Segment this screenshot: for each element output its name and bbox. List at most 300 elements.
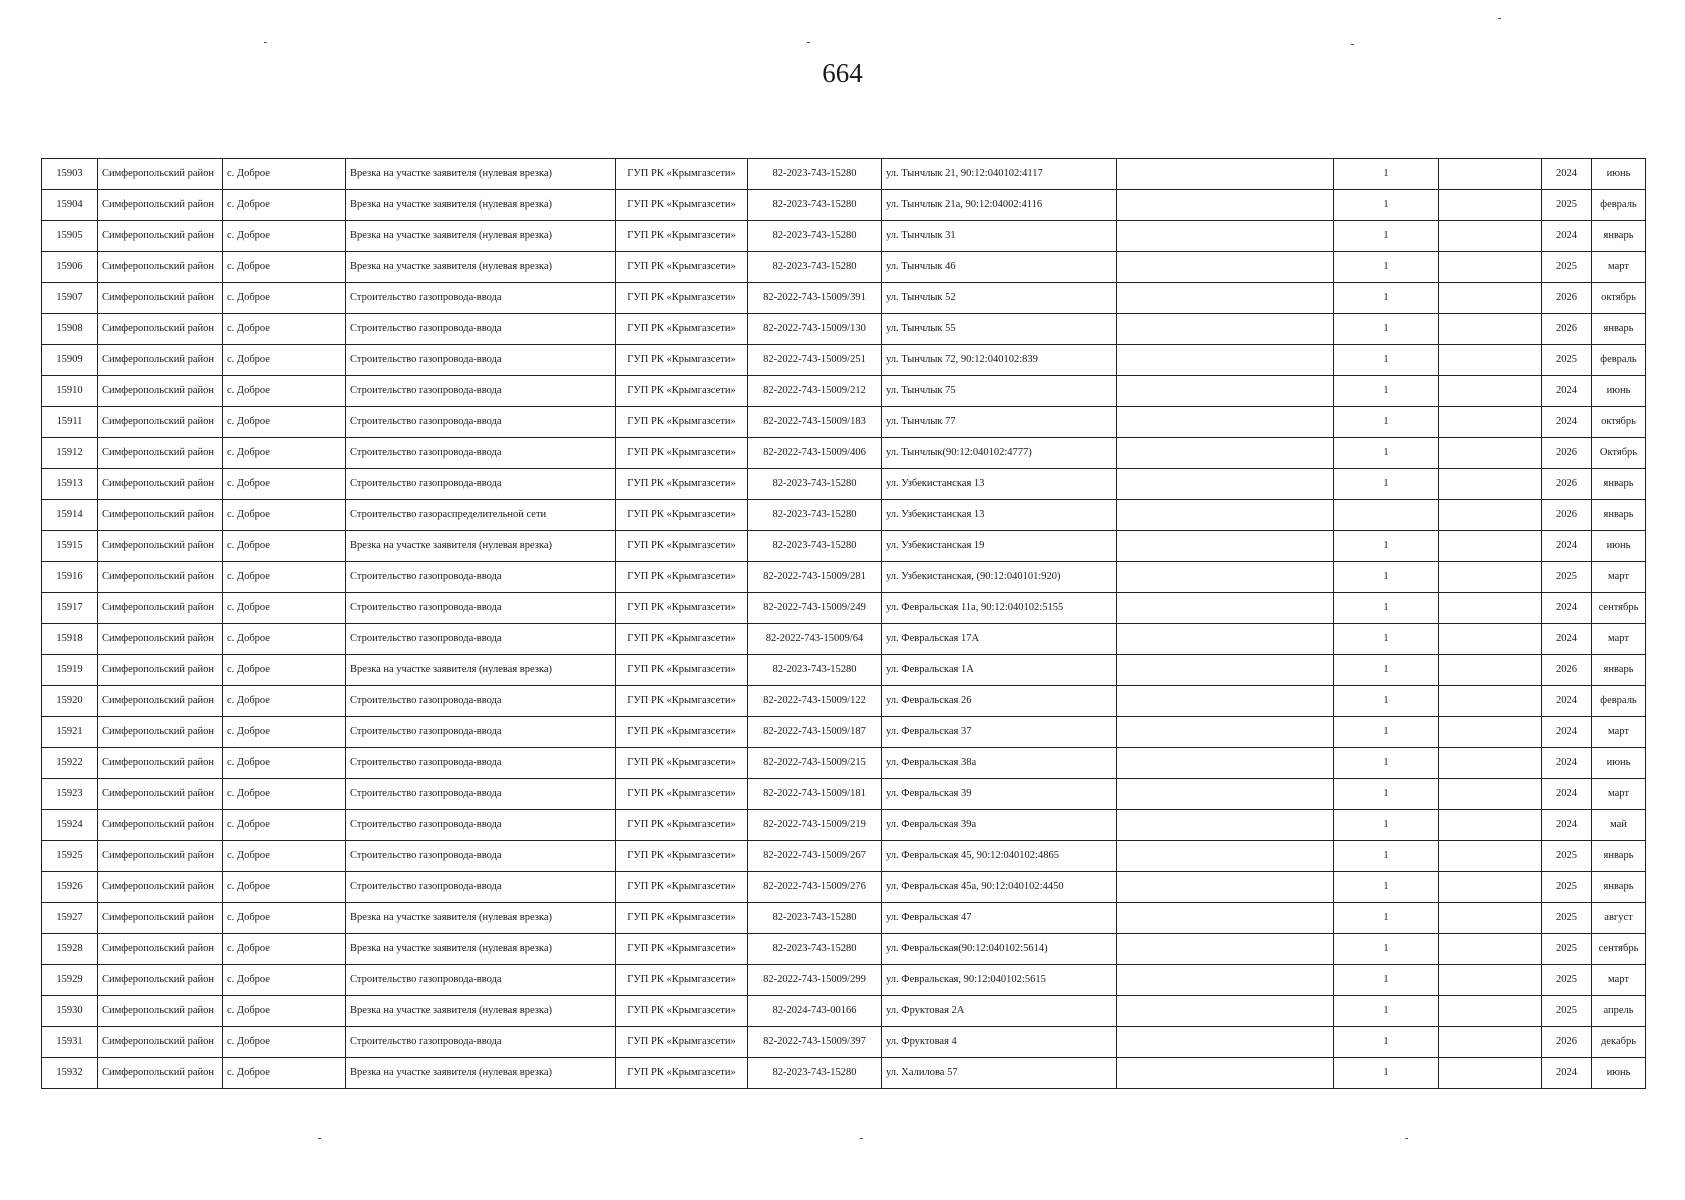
month-cell: март [1592,624,1646,655]
address-cell: ул. Тынчлык 31 [882,221,1117,252]
blank-cell [1439,903,1542,934]
blank-cell [1439,1058,1542,1089]
organization-cell: ГУП РК «Крымгазсети» [616,159,748,190]
table-row [42,562,1646,593]
year-cell: 2026 [1542,283,1592,314]
month-cell: март [1592,717,1646,748]
organization-cell: ГУП РК «Крымгазсети» [616,810,748,841]
district-cell: Симферопольский район [98,252,223,283]
month-cell: январь [1592,500,1646,531]
month-cell: август [1592,903,1646,934]
month-cell: март [1592,252,1646,283]
district-cell: Симферопольский район [98,283,223,314]
blank-cell [1439,500,1542,531]
quantity-cell: 1 [1334,1027,1439,1058]
row-number-cell: 15907 [42,283,98,314]
blank-cell [1117,562,1334,593]
organization-cell: ГУП РК «Крымгазсети» [616,1058,748,1089]
row-number-cell: 15926 [42,872,98,903]
row-number-cell: 15918 [42,624,98,655]
work-type-cell: Строительство газопровода-ввода [346,810,616,841]
year-cell: 2025 [1542,903,1592,934]
month-cell: февраль [1592,345,1646,376]
row-number-cell: 15922 [42,748,98,779]
quantity-cell: 1 [1334,717,1439,748]
quantity-cell: 1 [1334,903,1439,934]
organization-cell: ГУП РК «Крымгазсети» [616,407,748,438]
locality-cell: с. Доброе [223,965,346,996]
table-row [42,314,1646,345]
blank-cell [1439,531,1542,562]
blank-cell [1117,252,1334,283]
organization-cell: ГУП РК «Крымгазсети» [616,655,748,686]
quantity-cell: 1 [1334,655,1439,686]
row-number-cell: 15906 [42,252,98,283]
technical-conditions-cell: 82-2023-743-15280 [748,903,882,934]
technical-conditions-cell: 82-2022-743-15009/130 [748,314,882,345]
technical-conditions-cell: 82-2022-743-15009/391 [748,283,882,314]
row-number-cell: 15909 [42,345,98,376]
table-row [42,841,1646,872]
row-number-cell: 15928 [42,934,98,965]
locality-cell: с. Доброе [223,903,346,934]
district-cell: Симферопольский район [98,965,223,996]
quantity-cell: 1 [1334,996,1439,1027]
work-type-cell: Строительство газопровода-ввода [346,376,616,407]
district-cell: Симферопольский район [98,872,223,903]
district-cell: Симферопольский район [98,159,223,190]
district-cell: Симферопольский район [98,717,223,748]
address-cell: ул. Фруктовая 2А [882,996,1117,1027]
organization-cell: ГУП РК «Крымгазсети» [616,345,748,376]
work-type-cell: Строительство газопровода-ввода [346,314,616,345]
year-cell: 2026 [1542,500,1592,531]
district-cell: Симферопольский район [98,655,223,686]
work-type-cell: Строительство газопровода-ввода [346,438,616,469]
scan-speck [807,42,810,43]
locality-cell: с. Доброе [223,1058,346,1089]
year-cell: 2024 [1542,717,1592,748]
technical-conditions-cell: 82-2023-743-15280 [748,221,882,252]
address-cell: ул. Халилова 57 [882,1058,1117,1089]
table-row [42,469,1646,500]
row-number-cell: 15912 [42,438,98,469]
year-cell: 2024 [1542,686,1592,717]
scan-speck [860,1138,863,1139]
year-cell: 2024 [1542,221,1592,252]
address-cell: ул. Узбекистанская 13 [882,469,1117,500]
blank-cell [1117,1058,1334,1089]
work-type-cell: Врезка на участке заявителя (нулевая врезка) [346,221,616,252]
district-cell: Симферопольский район [98,841,223,872]
district-cell: Симферопольский район [98,345,223,376]
row-number-cell: 15921 [42,717,98,748]
district-cell: Симферопольский район [98,593,223,624]
organization-cell: ГУП РК «Крымгазсети» [616,903,748,934]
table-row [42,1058,1646,1089]
row-number-cell: 15904 [42,190,98,221]
address-cell: ул. Февральская 38а [882,748,1117,779]
blank-cell [1117,314,1334,345]
technical-conditions-cell: 82-2023-743-15280 [748,469,882,500]
address-cell: ул. Тынчлык(90:12:040102:4777) [882,438,1117,469]
locality-cell: с. Доброе [223,314,346,345]
row-number-cell: 15916 [42,562,98,593]
technical-conditions-cell: 82-2022-743-15009/251 [748,345,882,376]
blank-cell [1439,252,1542,283]
month-cell: январь [1592,841,1646,872]
work-type-cell: Строительство газопровода-ввода [346,872,616,903]
work-type-cell: Врезка на участке заявителя (нулевая врезка) [346,903,616,934]
quantity-cell: 1 [1334,221,1439,252]
work-type-cell: Строительство газопровода-ввода [346,469,616,500]
quantity-cell: 1 [1334,159,1439,190]
locality-cell: с. Доброе [223,500,346,531]
technical-conditions-cell: 82-2023-743-15280 [748,190,882,221]
blank-cell [1439,562,1542,593]
address-cell: ул. Февральская 39 [882,779,1117,810]
month-cell: декабрь [1592,1027,1646,1058]
work-type-cell: Строительство газораспределительной сети [346,500,616,531]
quantity-cell: 1 [1334,748,1439,779]
blank-cell [1117,872,1334,903]
blank-cell [1439,159,1542,190]
locality-cell: с. Доброе [223,221,346,252]
blank-cell [1117,624,1334,655]
blank-cell [1117,810,1334,841]
address-cell: ул. Узбекистанская, (90:12:040101:920) [882,562,1117,593]
row-number-cell: 15917 [42,593,98,624]
year-cell: 2026 [1542,655,1592,686]
work-type-cell: Врезка на участке заявителя (нулевая врезка) [346,252,616,283]
month-cell: март [1592,965,1646,996]
table-row [42,531,1646,562]
month-cell: январь [1592,314,1646,345]
table-row [42,934,1646,965]
quantity-cell: 1 [1334,252,1439,283]
blank-cell [1439,717,1542,748]
district-cell: Симферопольский район [98,686,223,717]
row-number-cell: 15930 [42,996,98,1027]
blank-cell [1439,469,1542,500]
quantity-cell: 1 [1334,686,1439,717]
address-cell: ул. Февральская 39а [882,810,1117,841]
year-cell: 2025 [1542,965,1592,996]
work-type-cell: Строительство газопровода-ввода [346,965,616,996]
year-cell: 2025 [1542,996,1592,1027]
year-cell: 2024 [1542,779,1592,810]
district-cell: Симферопольский район [98,1027,223,1058]
locality-cell: с. Доброе [223,779,346,810]
blank-cell [1117,748,1334,779]
locality-cell: с. Доброе [223,531,346,562]
work-type-cell: Строительство газопровода-ввода [346,841,616,872]
quantity-cell: 1 [1334,469,1439,500]
organization-cell: ГУП РК «Крымгазсети» [616,314,748,345]
address-cell: ул. Тынчлык 55 [882,314,1117,345]
table-row [42,500,1646,531]
registry-rows [42,159,1646,1089]
organization-cell: ГУП РК «Крымгазсети» [616,841,748,872]
row-number-cell: 15914 [42,500,98,531]
table-row [42,903,1646,934]
blank-cell [1117,593,1334,624]
month-cell: март [1592,562,1646,593]
address-cell: ул. Февральская 11а, 90:12:040102:5155 [882,593,1117,624]
month-cell: январь [1592,655,1646,686]
locality-cell: с. Доброе [223,934,346,965]
locality-cell: с. Доброе [223,283,346,314]
work-type-cell: Врезка на участке заявителя (нулевая врезка) [346,655,616,686]
blank-cell [1117,469,1334,500]
month-cell: сентябрь [1592,934,1646,965]
table-row [42,438,1646,469]
blank-cell [1439,593,1542,624]
blank-cell [1117,934,1334,965]
year-cell: 2025 [1542,345,1592,376]
quantity-cell: 1 [1334,407,1439,438]
locality-cell: с. Доброе [223,841,346,872]
blank-cell [1439,1027,1542,1058]
work-type-cell: Строительство газопровода-ввода [346,748,616,779]
work-type-cell: Строительство газопровода-ввода [346,1027,616,1058]
blank-cell [1439,345,1542,376]
quantity-cell: 1 [1334,965,1439,996]
district-cell: Симферопольский район [98,314,223,345]
district-cell: Симферопольский район [98,190,223,221]
organization-cell: ГУП РК «Крымгазсети» [616,686,748,717]
district-cell: Симферопольский район [98,748,223,779]
quantity-cell [1334,500,1439,531]
blank-cell [1117,345,1334,376]
month-cell: январь [1592,469,1646,500]
quantity-cell: 1 [1334,1058,1439,1089]
technical-conditions-cell: 82-2022-743-15009/64 [748,624,882,655]
year-cell: 2024 [1542,376,1592,407]
row-number-cell: 15913 [42,469,98,500]
technical-conditions-cell: 82-2023-743-15280 [748,934,882,965]
blank-cell [1439,841,1542,872]
address-cell: ул. Февральская 26 [882,686,1117,717]
quantity-cell: 1 [1334,779,1439,810]
district-cell: Симферопольский район [98,810,223,841]
work-type-cell: Врезка на участке заявителя (нулевая врезка) [346,531,616,562]
page-number: 664 [822,58,863,88]
blank-cell [1439,407,1542,438]
work-type-cell: Строительство газопровода-ввода [346,283,616,314]
year-cell: 2026 [1542,1027,1592,1058]
quantity-cell: 1 [1334,438,1439,469]
blank-cell [1117,283,1334,314]
blank-cell [1117,190,1334,221]
scan-speck [1351,44,1354,45]
district-cell: Симферопольский район [98,624,223,655]
work-type-cell: Строительство газопровода-ввода [346,779,616,810]
year-cell: 2026 [1542,469,1592,500]
row-number-cell: 15908 [42,314,98,345]
locality-cell: с. Доброе [223,159,346,190]
blank-cell [1439,314,1542,345]
quantity-cell: 1 [1334,345,1439,376]
district-cell: Симферопольский район [98,469,223,500]
table-row [42,996,1646,1027]
technical-conditions-cell: 82-2022-743-15009/181 [748,779,882,810]
quantity-cell: 1 [1334,562,1439,593]
blank-cell [1117,221,1334,252]
work-type-cell: Строительство газопровода-ввода [346,686,616,717]
quantity-cell: 1 [1334,593,1439,624]
table-row [42,159,1646,190]
month-cell: октябрь [1592,407,1646,438]
blank-cell [1439,655,1542,686]
technical-conditions-cell: 82-2023-743-15280 [748,531,882,562]
locality-cell: с. Доброе [223,717,346,748]
technical-conditions-cell: 82-2023-743-15280 [748,655,882,686]
district-cell: Симферопольский район [98,934,223,965]
work-type-cell: Строительство газопровода-ввода [346,624,616,655]
row-number-cell: 15915 [42,531,98,562]
row-number-cell: 15927 [42,903,98,934]
blank-cell [1439,624,1542,655]
organization-cell: ГУП РК «Крымгазсети» [616,1027,748,1058]
row-number-cell: 15929 [42,965,98,996]
organization-cell: ГУП РК «Крымгазсети» [616,717,748,748]
technical-conditions-cell: 82-2023-743-15280 [748,252,882,283]
blank-cell [1117,655,1334,686]
district-cell: Симферопольский район [98,376,223,407]
address-cell: ул. Тынчлык 52 [882,283,1117,314]
address-cell: ул. Февральская 45а, 90:12:040102:4450 [882,872,1117,903]
year-cell: 2024 [1542,531,1592,562]
year-cell: 2024 [1542,1058,1592,1089]
blank-cell [1117,1027,1334,1058]
table-row [42,810,1646,841]
address-cell: ул. Февральская 37 [882,717,1117,748]
month-cell: июнь [1592,531,1646,562]
table-row [42,407,1646,438]
table-row [42,965,1646,996]
year-cell: 2026 [1542,438,1592,469]
quantity-cell: 1 [1334,376,1439,407]
year-cell: 2025 [1542,841,1592,872]
address-cell: ул. Фруктовая 4 [882,1027,1117,1058]
district-cell: Симферопольский район [98,903,223,934]
blank-cell [1117,717,1334,748]
month-cell: апрель [1592,996,1646,1027]
scan-speck [1498,18,1501,19]
locality-cell: с. Доброе [223,407,346,438]
row-number-cell: 15903 [42,159,98,190]
organization-cell: ГУП РК «Крымгазсети» [616,252,748,283]
locality-cell: с. Доброе [223,438,346,469]
locality-cell: с. Доброе [223,1027,346,1058]
blank-cell [1439,438,1542,469]
district-cell: Симферопольский район [98,500,223,531]
address-cell: ул. Тынчлык 75 [882,376,1117,407]
table-row [42,686,1646,717]
row-number-cell: 15924 [42,810,98,841]
address-cell: ул. Тынчлык 21а, 90:12:04002:4116 [882,190,1117,221]
technical-conditions-cell: 82-2022-743-15009/299 [748,965,882,996]
month-cell: июнь [1592,748,1646,779]
work-type-cell: Строительство газопровода-ввода [346,717,616,748]
technical-conditions-cell: 82-2023-743-15280 [748,500,882,531]
row-number-cell: 15911 [42,407,98,438]
table-row [42,252,1646,283]
table-row [42,345,1646,376]
address-cell: ул. Тынчлык 72, 90:12:040102:839 [882,345,1117,376]
locality-cell: с. Доброе [223,469,346,500]
quantity-cell: 1 [1334,841,1439,872]
district-cell: Симферопольский район [98,407,223,438]
blank-cell [1117,376,1334,407]
table-row [42,717,1646,748]
district-cell: Симферопольский район [98,996,223,1027]
technical-conditions-cell: 82-2022-743-15009/122 [748,686,882,717]
month-cell: июнь [1592,159,1646,190]
district-cell: Симферопольский район [98,438,223,469]
quantity-cell: 1 [1334,531,1439,562]
quantity-cell: 1 [1334,810,1439,841]
month-cell: май [1592,810,1646,841]
blank-cell [1439,779,1542,810]
technical-conditions-cell: 82-2022-743-15009/212 [748,376,882,407]
blank-cell [1439,872,1542,903]
table-row [42,748,1646,779]
quantity-cell: 1 [1334,314,1439,345]
month-cell: Октябрь [1592,438,1646,469]
blank-cell [1439,934,1542,965]
blank-cell [1117,407,1334,438]
technical-conditions-cell: 82-2023-743-15280 [748,1058,882,1089]
year-cell: 2024 [1542,810,1592,841]
district-cell: Симферопольский район [98,1058,223,1089]
locality-cell: с. Доброе [223,996,346,1027]
row-number-cell: 15925 [42,841,98,872]
quantity-cell: 1 [1334,872,1439,903]
district-cell: Симферопольский район [98,531,223,562]
blank-cell [1439,283,1542,314]
organization-cell: ГУП РК «Крымгазсети» [616,190,748,221]
table-row [42,872,1646,903]
month-cell: июнь [1592,376,1646,407]
year-cell: 2024 [1542,407,1592,438]
row-number-cell: 15932 [42,1058,98,1089]
blank-cell [1117,841,1334,872]
district-cell: Симферопольский район [98,562,223,593]
technical-conditions-cell: 82-2022-743-15009/276 [748,872,882,903]
work-type-cell: Врезка на участке заявителя (нулевая врезка) [346,996,616,1027]
year-cell: 2025 [1542,562,1592,593]
year-cell: 2024 [1542,159,1592,190]
blank-cell [1117,500,1334,531]
blank-cell [1439,810,1542,841]
address-cell: ул. Февральская 1А [882,655,1117,686]
blank-cell [1439,221,1542,252]
year-cell: 2024 [1542,624,1592,655]
month-cell: октябрь [1592,283,1646,314]
month-cell: январь [1592,872,1646,903]
blank-cell [1439,376,1542,407]
row-number-cell: 15923 [42,779,98,810]
address-cell: ул. Тынчлык 77 [882,407,1117,438]
table-row [42,1027,1646,1058]
blank-cell [1117,159,1334,190]
work-type-cell: Строительство газопровода-ввода [346,407,616,438]
organization-cell: ГУП РК «Крымгазсети» [616,562,748,593]
table-row [42,376,1646,407]
district-cell: Симферопольский район [98,221,223,252]
